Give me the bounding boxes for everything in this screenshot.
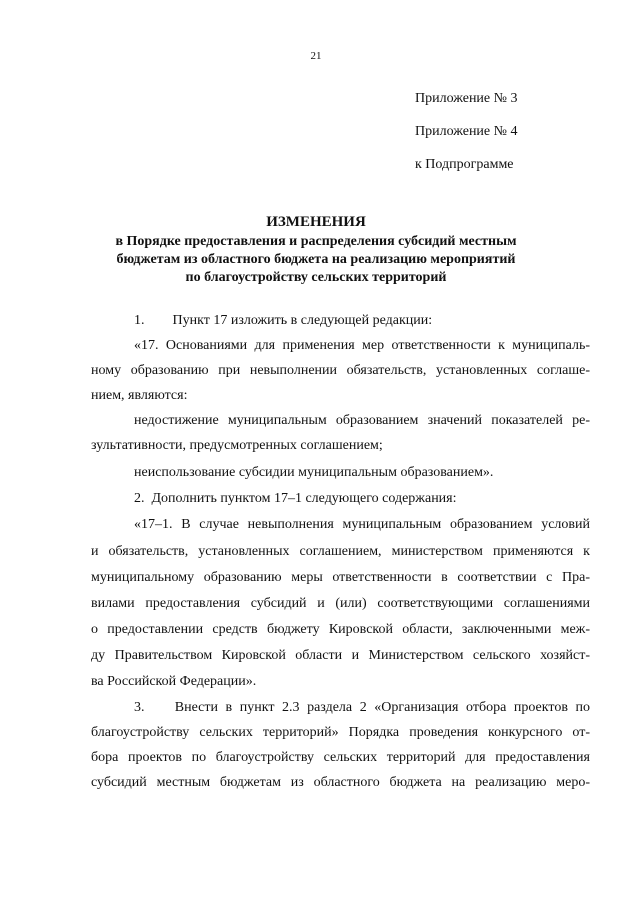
- body-line: 3. Внести в пункт 2.3 раздела 2 «Организация отбора проектов по: [134, 700, 590, 715]
- body-line: муниципальному образованию меры ответственности в соответствии с Пра-: [91, 570, 590, 585]
- body-line: «17. Основаниями для применения мер ответственности к муниципаль-: [134, 338, 590, 353]
- body-line: бора проектов по благоустройству сельских территорий для предоставления: [91, 750, 590, 765]
- document-subtitle-line-1: в Порядке предоставления и распределения субсидий местным: [115, 234, 517, 249]
- body-line: о предоставлении средств бюджету Кировской области, заключенными меж-: [91, 622, 590, 637]
- body-line: субсидий местным бюджетам из областного бюджета на реализацию меро-: [91, 775, 590, 790]
- body-line: недостижение муниципальным образованием значений показателей ре-: [134, 413, 590, 428]
- body-line: нием, являются:: [91, 388, 188, 403]
- document-subtitle-line-2: бюджетам из областного бюджета на реализацию мероприятий: [116, 252, 516, 267]
- body-line: ва Российской Федерации».: [91, 674, 257, 689]
- appendix-line-3: к Подпрограмме: [415, 157, 514, 172]
- appendix-line-1: Приложение № 3: [415, 91, 518, 106]
- appendix-line-2: Приложение № 4: [415, 124, 518, 139]
- body-line: ду Правительством Кировской области и Министерством сельского хозяйст-: [91, 648, 590, 663]
- body-line: зультативности, предусмотренных соглашением;: [91, 438, 383, 453]
- page-number: 21: [310, 50, 322, 62]
- body-line: благоустройству сельских территорий» Порядка проведения конкурсного от-: [91, 725, 590, 740]
- body-line: вилами предоставления субсидий и (или) соответствующими соглашениями: [91, 596, 590, 611]
- body-line: и обязательств, установленных соглашением, министерством применяются к: [91, 544, 590, 559]
- body-line: 2. Дополнить пунктом 17–1 следующего содержания:: [134, 491, 457, 506]
- body-line: ному образованию при невыполнении обязательств, установленных соглаше-: [91, 363, 590, 378]
- body-line: 1. Пункт 17 изложить в следующей редакции:: [134, 313, 433, 328]
- document-heading: ИЗМЕНЕНИЯ: [266, 214, 366, 230]
- document-subtitle-line-3: по благоустройству сельских территорий: [185, 270, 447, 285]
- body-line: неиспользование субсидии муниципальным образованием».: [134, 465, 494, 480]
- body-line: «17–1. В случае невыполнения муниципальным образованием условий: [134, 517, 590, 532]
